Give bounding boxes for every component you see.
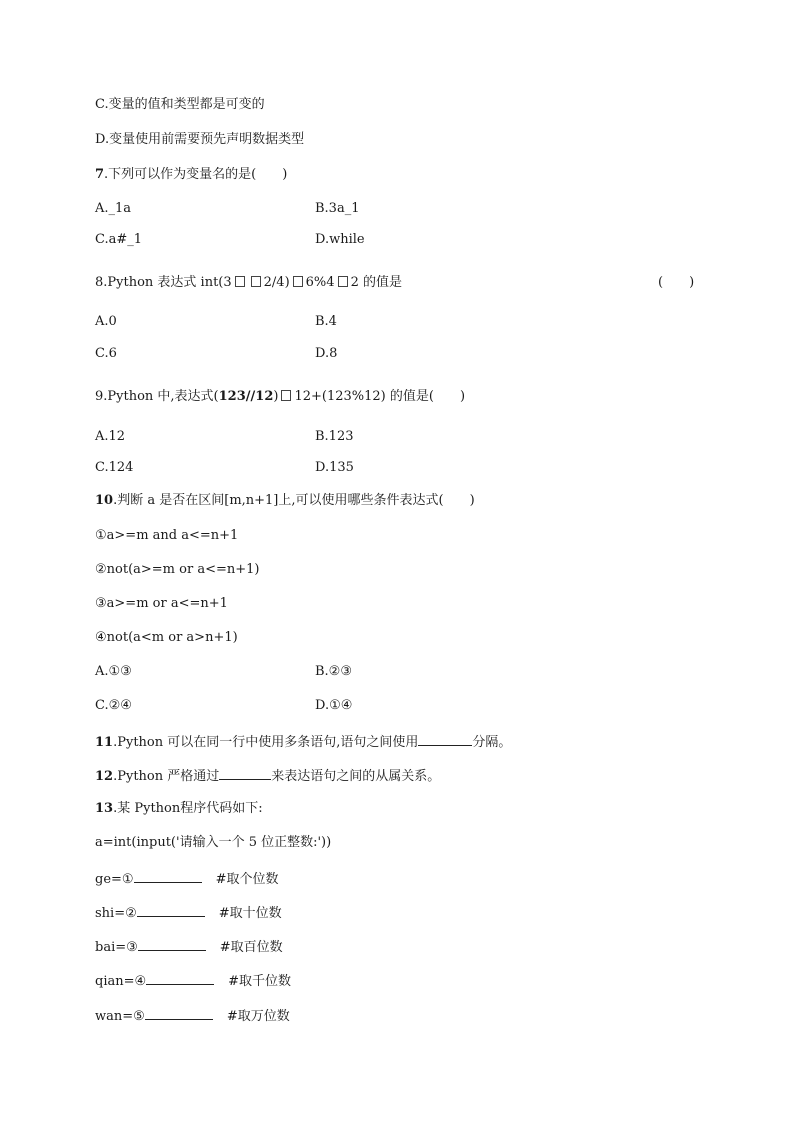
- unknown-glyph-box: [293, 276, 303, 287]
- q11-pre: .Python 可以在同一行中使用多条语句,语句之间使用: [113, 735, 419, 750]
- code-wan-label: wan=⑤: [95, 1009, 145, 1024]
- q7-number: 7: [95, 167, 105, 182]
- q9-option-c: C.124: [95, 460, 134, 475]
- code-qian-label: qian=④: [95, 974, 147, 989]
- q9-row-cd: [95, 459, 354, 477]
- q10-row-ab: [95, 663, 352, 681]
- q11-number: 11: [95, 735, 114, 750]
- code-line-wan: [95, 1006, 290, 1026]
- code-bai-label: bai=③: [95, 940, 138, 955]
- q12-number: 12: [95, 769, 114, 784]
- q7-option-d: D.while: [315, 232, 365, 247]
- unknown-glyph-box: [251, 276, 261, 287]
- fill-blank: [219, 766, 271, 780]
- fill-blank: [146, 971, 214, 985]
- q8-row-cd: [95, 345, 338, 363]
- q7-option-b: B.3a_1: [315, 201, 360, 216]
- q10-option-b: B.②③: [315, 664, 352, 679]
- fill-blank: [137, 903, 205, 917]
- q13-question: [95, 800, 263, 818]
- q9-suffix: 12+(123%12) 的值是( ): [294, 389, 466, 404]
- fill-blank: [134, 869, 202, 883]
- q8-mid1: 2/4): [263, 275, 290, 290]
- q9-question: [95, 388, 465, 406]
- code-line-bai: [95, 937, 283, 957]
- q8-row-ab: [95, 313, 337, 331]
- q10-item-1: ①a>=m and a<=n+1: [95, 528, 239, 543]
- code-shi-comment: #取十位数: [218, 906, 282, 921]
- q8-suffix: 2 的值是: [350, 275, 402, 290]
- q8-answer-paren: ( ): [658, 275, 695, 290]
- code-shi-label: shi=②: [95, 906, 137, 921]
- q9-option-d: D.135: [315, 460, 354, 475]
- q10-option-a: A.①③: [95, 664, 132, 679]
- fill-blank: [418, 732, 472, 746]
- q8-option-b: B.4: [315, 314, 337, 329]
- q10-option-d: D.①④: [315, 698, 353, 713]
- code-ge-label: ge=①: [95, 872, 134, 887]
- q9-mid: ): [273, 389, 279, 404]
- q10-text: .判断 a 是否在区间[m,n+1]上,可以使用哪些条件表达式( ): [113, 493, 475, 508]
- q7-question: [95, 166, 287, 184]
- q11-post: 分隔。: [472, 735, 512, 750]
- q8-mid2: 6%4: [305, 275, 335, 290]
- code-qian-comment: #取千位数: [228, 974, 292, 989]
- q8-option-d: D.8: [315, 346, 338, 361]
- q6-option-d: D.变量使用前需要预先声明数据类型: [95, 132, 305, 147]
- q7-option-c: C.a#_1: [95, 232, 143, 247]
- q10-row-cd: [95, 697, 353, 715]
- fill-blank: [145, 1006, 213, 1020]
- q8-prefix: 8.Python 表达式 int(3: [95, 275, 232, 290]
- q9-bold-expr: 123//12: [218, 389, 274, 404]
- q10-item-2: ②not(a>=m or a<=n+1): [95, 562, 260, 577]
- code-line-qian: [95, 971, 291, 991]
- q10-item-3: ③a>=m or a<=n+1: [95, 596, 228, 611]
- unknown-glyph-box: [338, 276, 348, 287]
- code-bai-comment: #取百位数: [219, 940, 283, 955]
- code-line-shi: [95, 903, 282, 923]
- q13-text: .某 Python程序代码如下:: [113, 801, 263, 816]
- q7-text: .下列可以作为变量名的是( ): [104, 167, 288, 182]
- q9-option-b: B.123: [315, 429, 354, 444]
- q7-row-cd: [95, 231, 365, 249]
- q12-pre: .Python 严格通过: [113, 769, 220, 784]
- unknown-glyph-box: [235, 276, 245, 287]
- code-ge-comment: #取个位数: [215, 872, 279, 887]
- q9-option-a: A.12: [95, 429, 126, 444]
- q8-option-a: A.0: [95, 314, 117, 329]
- q8-option-c: C.6: [95, 346, 117, 361]
- q12-post: 来表达语句之间的从属关系。: [271, 769, 441, 784]
- q7-row-ab: [95, 200, 360, 218]
- q11-question: [95, 732, 511, 752]
- unknown-glyph-box: [281, 390, 291, 401]
- code-line-input: a=int(input('请输入一个 5 位正整数:')): [95, 835, 332, 850]
- q8-question: [95, 274, 402, 292]
- q10-question: [95, 492, 475, 510]
- q10-number: 10: [95, 493, 114, 508]
- q10-item-4: ④not(a<m or a>n+1): [95, 630, 238, 645]
- q9-row-ab: [95, 428, 354, 446]
- q6-option-c: C.变量的值和类型都是可变的: [95, 97, 265, 112]
- q13-number: 13: [95, 801, 114, 816]
- q9-prefix: 9.Python 中,表达式(: [95, 389, 219, 404]
- fill-blank: [138, 937, 206, 951]
- q10-option-c: C.②④: [95, 698, 132, 713]
- q12-question: [95, 766, 440, 786]
- code-wan-comment: #取万位数: [226, 1009, 290, 1024]
- code-line-ge: [95, 869, 278, 889]
- q7-option-a: A._1a: [95, 201, 132, 216]
